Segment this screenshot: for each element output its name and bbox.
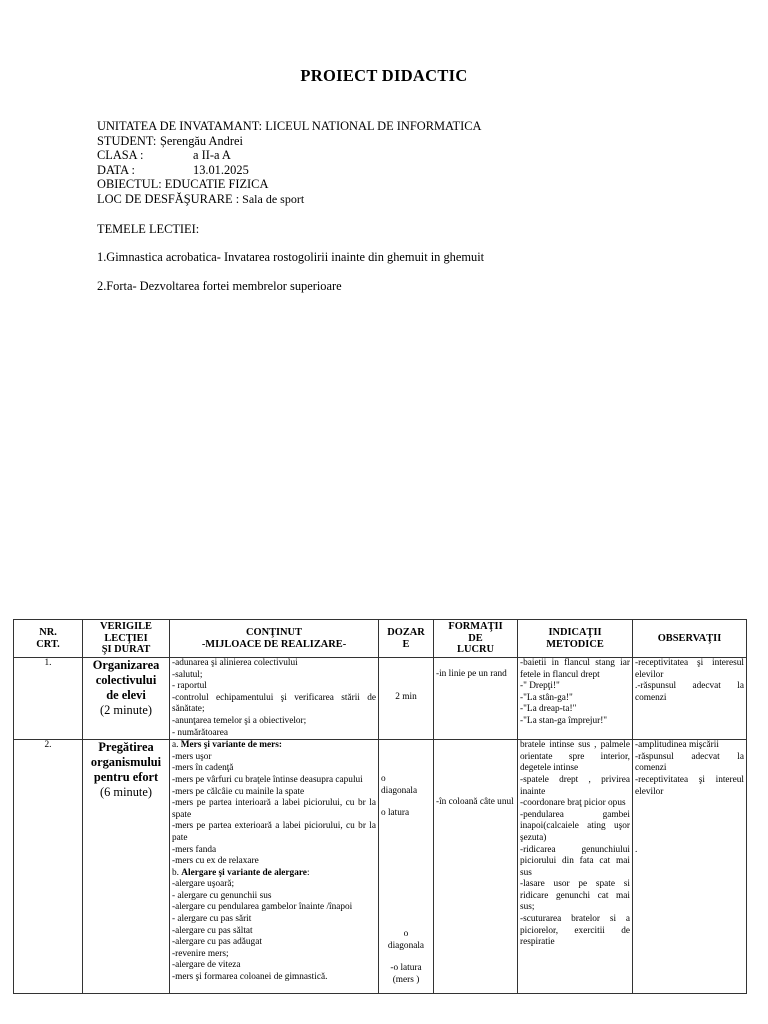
header-info (97, 119, 481, 207)
data-value: 13.01.2025 (193, 162, 249, 177)
student-value: Șerengău Andrei (160, 133, 243, 148)
header-formatii: FORMAŢII DE LUCRU (434, 620, 518, 658)
obiectul-line: OBIECTUL: EDUCATIE FIZICA (97, 177, 269, 192)
unitatea-line: UNITATEA DE INVATAMANT: LICEUL NATIONAL DE INFORMATICA (97, 119, 482, 133)
row2-formatii: -în coloană câte unul (434, 740, 518, 994)
document-title: PROIECT DIDACTIC (300, 66, 468, 85)
header-dozare: DOZAR E (379, 620, 434, 658)
header-verigile: VERIGILE LECŢIEI ŞI DURAT (83, 620, 170, 658)
section-a-heading: a. Mers şi variante de mers: (172, 740, 282, 751)
header-continut: CONŢINUT -MIJLOACE DE REALIZARE- (170, 620, 379, 658)
row1-verigile: Organizarea colectivului de elevi (2 minute) (83, 658, 170, 740)
row1-dozare: 2 min (379, 658, 434, 740)
row2-indicatii: bratele intinse sus , palmele orientate spre interior, degetele intinse -spatele drept , privirea inainte -coordonare braţ picior opus -pendularea gambei inapoi(calcaiele ating uşor şezuta) -ridicarea genunchiului piciorului din fata cat mai sus -lasare usor pe spate si ridicare genunchi cat mai sus; -scuturarea bratelor si a piciorelor, exercitii de respiratie (518, 740, 633, 994)
clasa-label: CLASA : (97, 148, 144, 163)
row1-continut: -adunarea şi alinierea colectivului -salutul; - raportul -controlul echipamentului şi verificarea stării de sănătate; -anunţarea temelor şi a obiectivelor; - numărătoarea (170, 658, 379, 740)
row1-observatii: -receptivitatea şi interesul elevilor .-răspunsul adecvat la comenzi (633, 658, 747, 740)
row2-continut: a. Mers şi variante de mers: -mers uşor -mers în cadenţă -mers pe vârfuri cu braţele întinse deasupra capului -mers pe călcâie cu mainile la spate -mers pe partea interioară a labei piciorului, cu br la spate -mers pe partea exterioară a labei piciorului, cu br la pate -mers fanda -mers cu ex de relaxare b. Alergare şi variante de alergare: -alergare uşoară; - alergare cu genunchii sus -alergare cu pendularea gambelor înainte /înapoi - alergare cu pas sărit -alergare cu pas săltat -alergare cu pas adăugat -revenire mers; -alergare de viteza -mers şi formarea coloanei de gimnastică. (170, 740, 379, 994)
loc-value: Sala de sport (239, 191, 305, 206)
row2-observatii: -amplitudinea mişcării -răspunsul adecvat la comenzi -receptivitatea şi intereul elevilor . (633, 740, 747, 994)
row1-nr: 1. (14, 658, 83, 740)
data-line (97, 163, 481, 178)
lesson-table (13, 619, 747, 994)
tema-1: 1.Gimnastica acrobatica- Invatarea rostogolirii inainte din ghemuit in ghemuit (97, 250, 485, 264)
row1-formatii: -in linie pe un rand (434, 658, 518, 740)
row2-nr: 2. (14, 740, 83, 994)
loc-label: LOC DE DESFĂŞURARE : (97, 191, 240, 206)
row2-dozare: o diagonala o latura o diagonala -o latura (mers ) (379, 740, 434, 994)
tema-2: 2.Forta- Dezvoltarea fortei membrelor superioare (97, 279, 342, 293)
temele-label: TEMELE LECTIEI: (97, 222, 200, 236)
table-row (14, 740, 747, 994)
student-label: STUDENT: (97, 133, 157, 148)
table-row (14, 658, 747, 740)
header-observatii: OBSERVAŢII (633, 620, 747, 658)
header-indicatii: INDICAŢII METODICE (518, 620, 633, 658)
row1-indicatii: -baietii in flancul stang iar fetele in flancul drept -" Drepţi!" -"La stân-ga!" -"La dreap-ta!" -"La stan-ga împrejur!" (518, 658, 633, 740)
loc-line (97, 192, 481, 207)
header-nr: NR. CRT. (14, 620, 83, 658)
clasa-line (97, 148, 481, 163)
row2-verigile: Pregătirea organismului pentru efort (6 minute) (83, 740, 170, 994)
student-line (97, 134, 481, 149)
clasa-value: a II-a A (193, 148, 231, 163)
section-b-heading: b. Alergare şi variante de alergare: (172, 867, 310, 878)
data-label: DATA : (97, 162, 135, 177)
table-header-row (14, 620, 747, 658)
